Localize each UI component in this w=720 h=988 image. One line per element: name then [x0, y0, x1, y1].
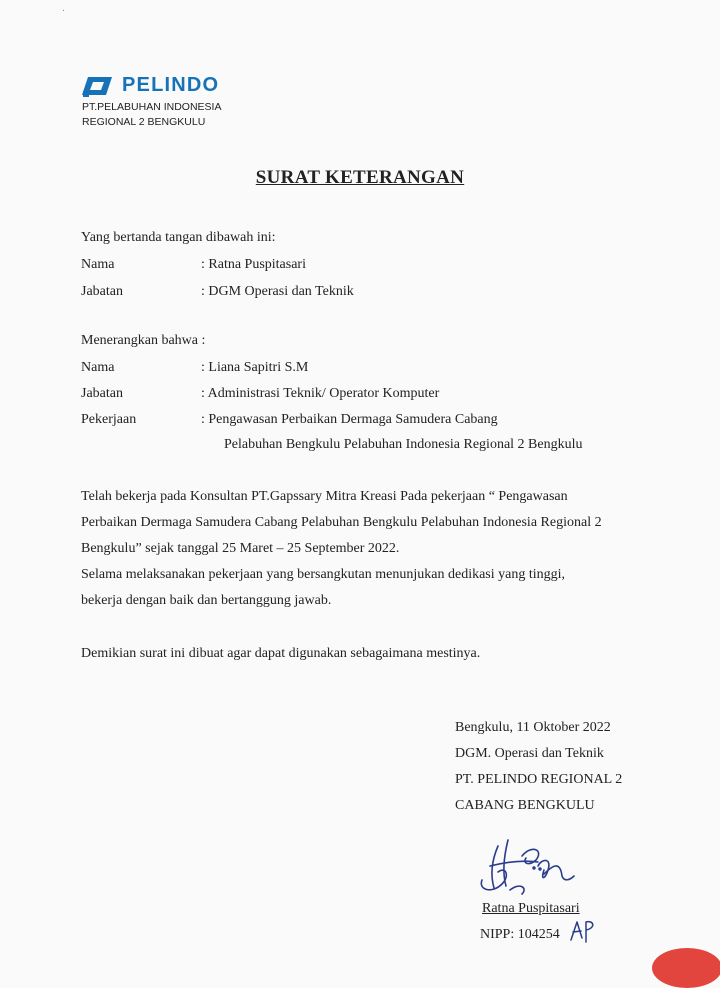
signer-nipp: NIPP: 104254: [480, 927, 560, 942]
subject-position-label: Jabatan: [81, 386, 123, 401]
signer-name-label: Nama: [81, 257, 115, 272]
body-line-5: bekerja dengan baik dan bertanggung jawab.: [81, 593, 332, 608]
company-name: PT.PELABUHAN INDONESIA: [82, 101, 222, 113]
signer-org-line-2: CABANG BENGKULU: [455, 798, 595, 813]
handwritten-initials-icon: [568, 918, 598, 944]
signer-org-line-1: PT. PELINDO REGIONAL 2: [455, 772, 623, 787]
red-stamp: [652, 948, 720, 988]
handwritten-signature-icon: [476, 836, 586, 898]
body-line-3: Bengkulu” sejak tanggal 25 Maret – 25 September 2022.: [81, 541, 400, 556]
pelindo-logo-icon: [82, 75, 116, 97]
body-line-1: Telah bekerja pada Konsultan PT.Gapssary Mitra Kreasi Pada pekerjaan “ Pengawasan: [81, 489, 568, 504]
subject-intro: Menerangkan bahwa :: [81, 333, 206, 348]
signer-printed-name: Ratna Puspitasari: [482, 901, 580, 916]
subject-name-value: : Liana Sapitri S.M: [201, 360, 309, 375]
signer-name-value: : Ratna Puspitasari: [201, 257, 306, 272]
body-line-4: Selama melaksanakan pekerjaan yang bersangkutan menunjukan dedikasi yang tinggi,: [81, 567, 566, 582]
subject-work-value-line2: Pelabuhan Bengkulu Pelabuhan Indonesia Regional 2 Bengkulu: [224, 437, 583, 452]
body-line-2: Perbaikan Dermaga Samudera Cabang Pelabuhan Bengkulu Pelabuhan Indonesia Regional 2: [81, 515, 602, 530]
subject-work-label: Pekerjaan: [81, 412, 137, 427]
closing-statement: Demikian surat ini dibuat agar dapat digunakan sebagaimana mestinya.: [81, 646, 481, 661]
subject-work-value-line1: : Pengawasan Perbaikan Dermaga Samudera Cabang: [201, 412, 498, 427]
signer-position-label: Jabatan: [81, 284, 123, 299]
company-logo: [82, 74, 219, 97]
signer-intro: Yang bertanda tangan dibawah ini:: [81, 230, 276, 245]
subject-position-value: : Administrasi Teknik/ Operator Komputer: [201, 386, 440, 401]
document-title: SURAT KETERANGAN: [255, 167, 465, 188]
signer-position-value: : DGM Operasi dan Teknik: [201, 284, 354, 299]
company-region: REGIONAL 2 BENGKULU: [82, 116, 206, 128]
scan-mark: ․: [62, 4, 66, 14]
place-date: Bengkulu, 11 Oktober 2022: [455, 720, 611, 735]
subject-name-label: Nama: [81, 360, 115, 375]
logo-wordmark: PELINDO: [122, 74, 220, 96]
signer-role: DGM. Operasi dan Teknik: [455, 746, 604, 761]
